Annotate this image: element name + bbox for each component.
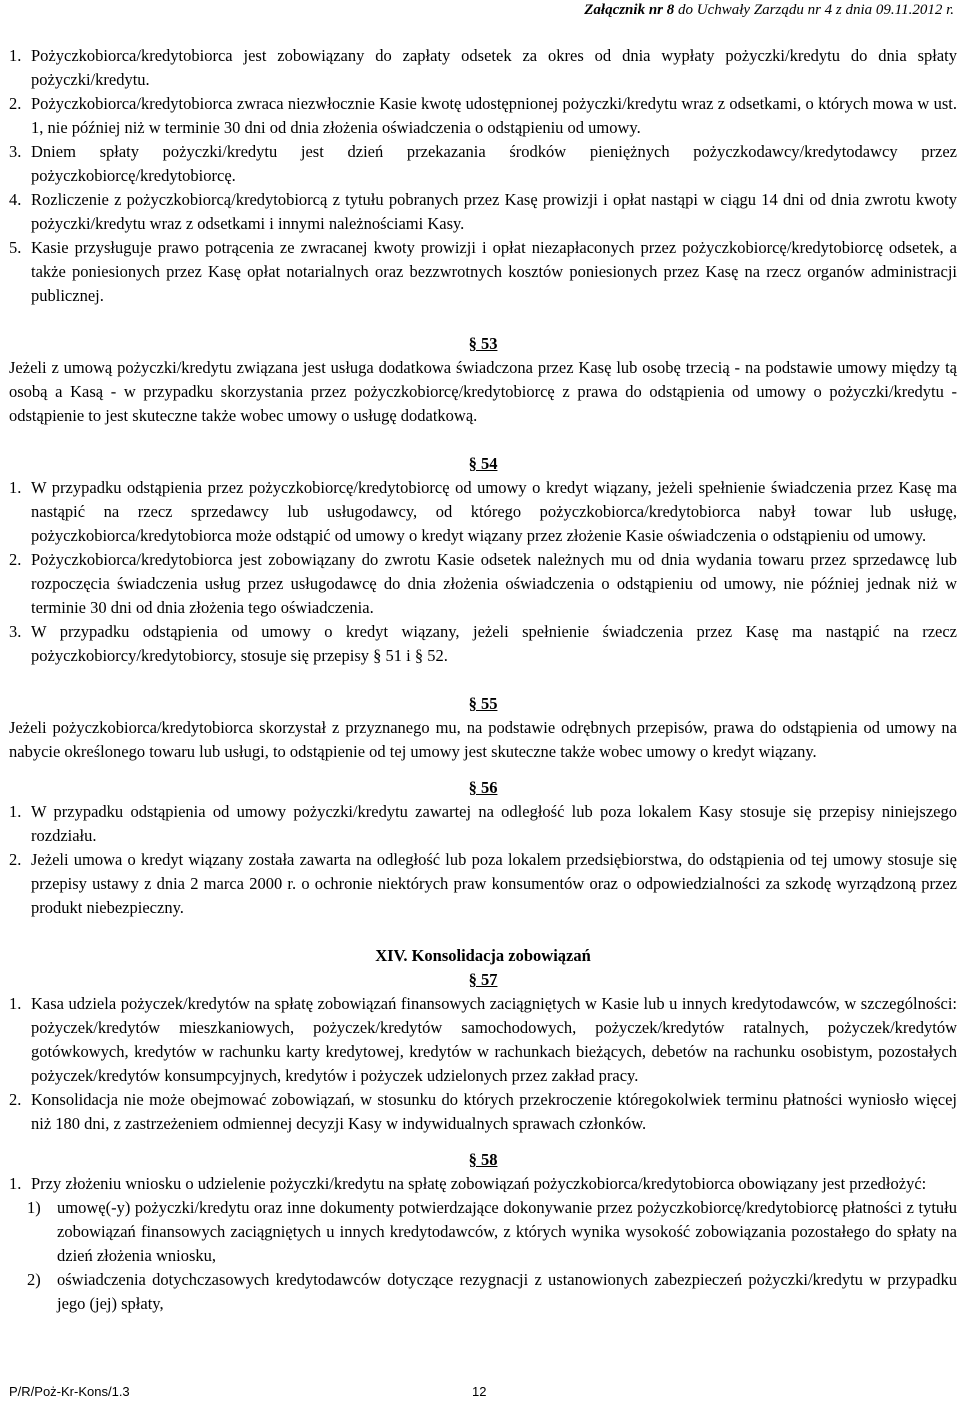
list-item: 1. Pożyczkobiorca/kredytobiorca jest zobowiązany do zapłaty odsetek za okres od dnia wypłaty pożyczki/kredytu do dnia spłaty pożyczki/kredytu. <box>9 46 957 89</box>
list-item: 2. Jeżeli umowa o kredyt wiązany została zawarta na odległość lub poza lokalem przedsiębiorstwa, do odstąpienia od tej umowy stosuje się przepisy ustawy z dnia 2 marca 2000 r. o ochronie niektórych praw konsumentów oraz o odpowiedzialności za szkodę wyrządzoną przez produkt niebezpieczny. <box>9 850 957 917</box>
document-code: P/R/Poż-Kr-Kons/1.3 <box>9 1384 130 1399</box>
top-list <box>9 44 957 308</box>
list-item: 4. Rozliczenie z pożyczkobiorcą/kredytobiorcą z tytułu pobranych przez Kasę prowizji i opłat nastąpi w ciągu 14 dni od dnia zwrotu kwoty pożyczki/kredytu wraz z odsetkami i innymi należnościami Kasy. <box>9 190 957 233</box>
page-header <box>584 2 954 19</box>
list-item: 1. W przypadku odstąpienia przez pożyczkobiorcę/kredytobiorcę od umowy o kredyt wiązany, jeżeli spełnienie świadczenia przez Kasę ma nastąpić na rzecz sprzedawcy lub usługodawcy, od którego pożyczkobiorca/kredytobiorca nabył towar lub usługę, pożyczkobiorca/kredytobiorca może odstąpić od umowy o kredyt wiązany przez złożenie Kasie oświadczenia o odstąpieniu od umowy. <box>9 478 957 545</box>
section-58-heading: § 58 <box>468 1150 498 1169</box>
header-annex: Załącznik nr 8 <box>584 2 675 18</box>
list-item: 1. Kasa udziela pożyczek/kredytów na spłatę zobowiązań finansowych zaciągniętych w Kasie lub u innych kredytodawców, w szczególności: pożyczek/kredytów mieszkaniowych, pożyczek/kredytów samochodowych, pożyczek/kredytów ratalnych, pożyczek/kredytów gotówkowych, kredytów w rachunku karty kredytowej, kredytów w rachunkach bieżących, debetów na rachunku osobistym, pozostałych pożyczek/kredytów konsumpcyjnych, kredytów i pożyczek udzielonych przez zakład pracy. <box>9 994 957 1085</box>
sub-list-item: 2) oświadczenia dotychczasowych kredytodawców dotyczące rezygnacji z ustanowionych zabezpieczeń pożyczki/kredytu w przypadku jego (jej) spłaty, <box>27 1270 957 1313</box>
section-54-list <box>9 476 957 668</box>
page-number: 12 <box>472 1384 487 1399</box>
sub-list-item: 1) umowę(-y) pożyczki/kredytu oraz inne dokumenty potwierdzające dokonywanie przez pożyczkobiorcę/kredytobiorcę płatności z tytułu zobowiązań finansowych zaciągniętych u innych kredytodawców, z których wynika wysokość zobowiązania pozostałego do spłaty na dzień złożenia wniosku, <box>27 1198 957 1265</box>
list-item: 2. Pożyczkobiorca/kredytobiorca zwraca niezwłocznie Kasie kwotę udostępnionej pożyczki/kredytu wraz z odsetkami, o których mowa w ust. 1, nie później niż w terminie 30 dni od dnia złożenia oświadczenia o odstąpieniu od umowy. <box>9 94 957 137</box>
section-54-heading: § 54 <box>468 454 498 473</box>
list-item: 2. Pożyczkobiorca/kredytobiorca jest zobowiązany do zwrotu Kasie odsetek należnych mu od dnia wydania towaru przez sprzedawcę lub rozpoczęcia świadczenia usług przez usługodawcę do dnia złożenia oświadczenia o odstąpieniu od umowy, nie później jednak niż w terminie 30 dni od dnia złożenia tego oświadczenia. <box>9 550 957 617</box>
list-item: 5. Kasie przysługuje prawo potrącenia ze zwracanej kwoty prowizji i opłat niezapłaconych przez pożyczkobiorcę/kredytobiorcę odsetek, a także poniesionych przez Kasę opłat notarialnych oraz bezzwrotnych kosztów poniesionych przez Kasę na rzecz organów administracji publicznej. <box>9 238 957 305</box>
section-57-heading: § 57 <box>468 970 498 989</box>
section-53-text: Jeżeli z umową pożyczki/kredytu związana jest usługa dodatkowa świadczona przez Kasę lub osobę trzecią - na podstawie umowy między tą osobą a Kasą - w przypadku skorzystania przez pożyczkobiorcę/kredytobiorcę z prawa do odstąpienia od umowy o pożyczki/kredytu - odstąpienie to jest skuteczne także wobec umowy o usługę dodatkową. <box>9 358 957 425</box>
list-item: 3. Dniem spłaty pożyczki/kredytu jest dzień przekazania środków pieniężnych pożyczkodawcy/kredytodawcy przez pożyczkobiorcę/kredytobiorcę. <box>9 142 957 185</box>
section-55-heading: § 55 <box>468 694 498 713</box>
section-58-list <box>9 1172 957 1316</box>
section-55-text: Jeżeli pożyczkobiorca/kredytobiorca skorzystał z przyznanego mu, na podstawie odrębnych przepisów, prawa do odstąpienia od umowy na nabycie określonego towaru lub usługi, to odstąpienie od tej umowy jest skuteczne także wobec umowy o kredyt wiązany. <box>9 718 957 761</box>
list-item: 1. W przypadku odstąpienia od umowy pożyczki/kredytu zawartej na odległość lub poza lokalem Kasy stosuje się przepisy niniejszego rozdziału. <box>9 802 957 845</box>
list-item: 2. Konsolidacja nie może obejmować zobowiązań, w stosunku do których przekroczenie któregokolwiek terminu płatności wyniosło więcej niż 180 dni, z zastrzeżeniem odmiennej decyzji Kasy w indywidualnych sprawach członków. <box>9 1090 957 1133</box>
list-item: 3. W przypadku odstąpienia od umowy o kredyt wiązany, jeżeli spełnienie świadczenia przez Kasę ma nastąpić na rzecz pożyczkobiorcy/kredytobiorcy, stosuje się przepisy § 51 i § 52. <box>9 622 957 665</box>
document-body <box>9 44 957 1316</box>
header-resolution: do Uchwały Zarządu nr 4 z dnia 09.11.2012 r. <box>674 2 954 18</box>
section-56-heading: § 56 <box>468 778 498 797</box>
section-57-list <box>9 992 957 1136</box>
list-item: 1. Przy złożeniu wniosku o udzielenie pożyczki/kredytu na spłatę zobowiązań pożyczkobiorca/kredytobiorca obowiązany jest przedłożyć: <box>9 1174 927 1193</box>
section-53-heading: § 53 <box>468 334 498 353</box>
chapter-heading: XIV. Konsolidacja zobowiązań <box>375 946 591 965</box>
section-56-list <box>9 800 957 920</box>
